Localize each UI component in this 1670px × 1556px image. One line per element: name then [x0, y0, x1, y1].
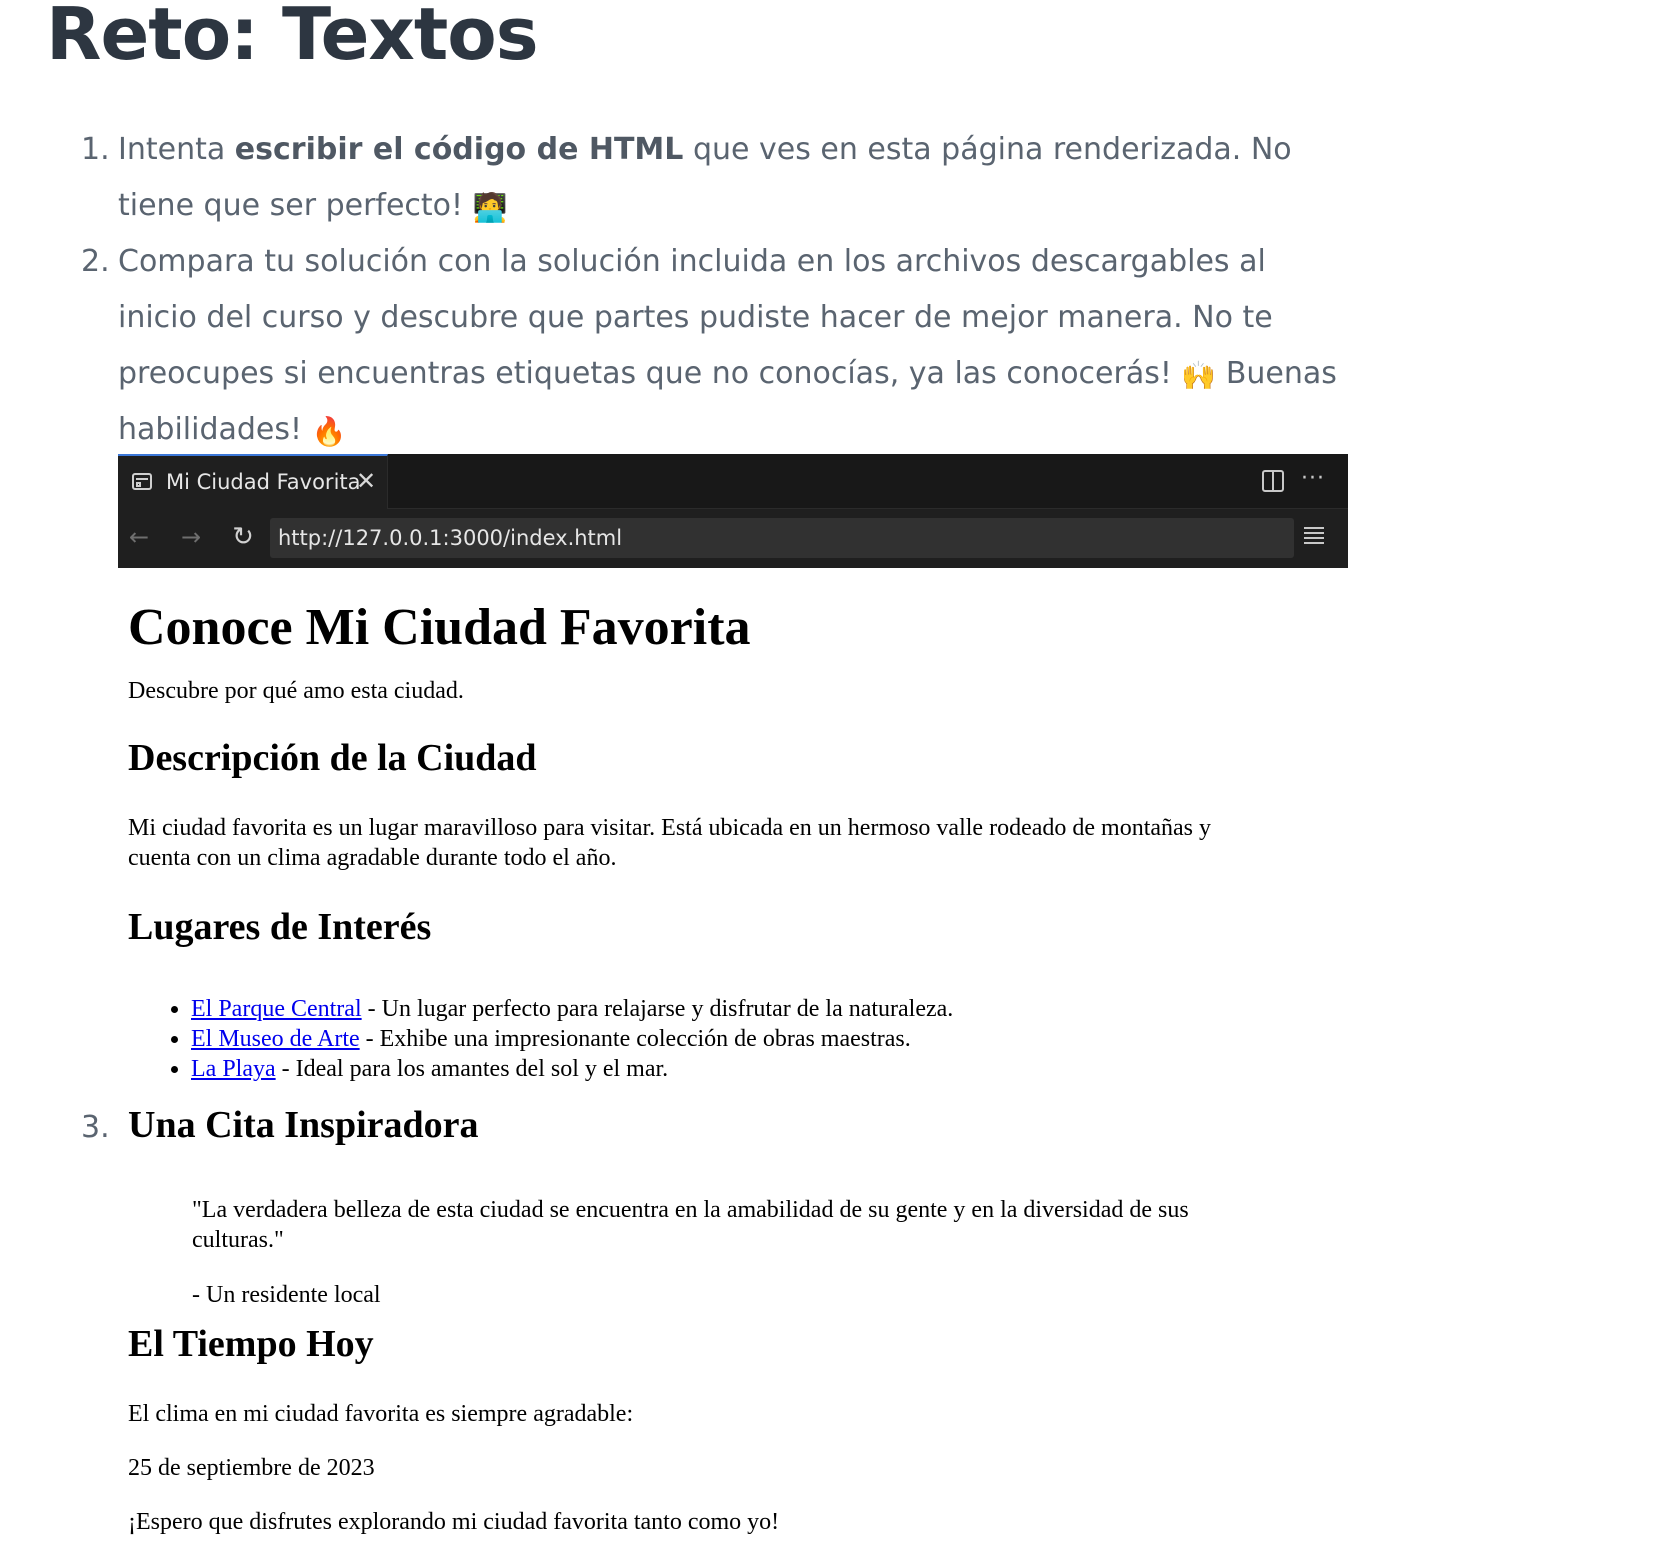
list-item — [191, 1054, 953, 1084]
quote-text: "La verdadera belleza de esta ciudad se encuentra en la amabilidad de su gente y en la diversidad de sus culturas." — [192, 1197, 1189, 1253]
tab-strip — [118, 454, 1348, 509]
navigation-bar — [118, 509, 1348, 568]
step-number: 3. — [81, 1110, 110, 1145]
close-icon[interactable]: ✕ — [355, 467, 377, 495]
closing-text: ¡Espero que disfrutes explorando mi ciudad favorita tanto como yo! — [128, 1509, 780, 1535]
rendered-subtitle: Descubre por qué amo esta ciudad. — [128, 678, 464, 704]
step-bold-text: escribir el código de HTML — [234, 132, 684, 167]
weather-heading: El Tiempo Hoy — [128, 1323, 374, 1365]
split-editor-icon[interactable] — [1262, 470, 1284, 492]
browser-window — [118, 454, 1348, 568]
places-heading: Lugares de Interés — [128, 906, 432, 948]
reload-icon[interactable]: ↻ — [232, 522, 254, 552]
list-item — [191, 1024, 953, 1054]
step-2 — [0, 234, 1348, 458]
quote-heading: Una Cita Inspiradora — [128, 1104, 479, 1146]
place-description: - Exhibe una impresionante colección de obras maestras. — [359, 1026, 911, 1052]
description-heading: Descripción de la Ciudad — [128, 737, 537, 779]
weather-date: 25 de septiembre de 2023 — [128, 1455, 375, 1481]
raised-hands-emoji-icon: 🙌 — [1181, 359, 1217, 392]
step-text: Compara tu solución con la solución incluida en los archivos descargables al inicio del curso y descubre que partes pudiste hacer de mejor manera. No te preocupes si encuentras etiquetas que no conocías, ya las conocerás! 🙌 Buenas habilidades! 🔥 — [118, 244, 1337, 448]
url-input[interactable]: http://127.0.0.1:3000/index.html — [270, 518, 1294, 558]
arrow-left-icon[interactable]: ← — [128, 523, 150, 551]
step-text: Intenta escribir el código de HTML que ves en esta página renderizada. No tiene que ser perfecto! 🧑‍💻 — [118, 132, 1292, 224]
place-link[interactable]: El Parque Central — [191, 996, 362, 1022]
quote-author: - Un residente local — [192, 1282, 381, 1308]
page-title: Reto: Textos — [46, 0, 538, 76]
page-icon — [132, 473, 152, 490]
description-text: Mi ciudad favorita es un lugar maravilloso para visitar. Está ubicada en un hermoso valle rodeado de montañas y cuenta con un clima agradable durante todo el año. — [128, 815, 1211, 871]
place-description: - Un lugar perfecto para relajarse y disfrutar de la naturaleza. — [361, 996, 954, 1022]
place-link[interactable]: La Playa — [191, 1056, 276, 1082]
step-number: 2. — [81, 244, 110, 279]
technologist-emoji-icon: 🧑‍💻 — [472, 191, 508, 224]
more-actions-icon[interactable]: ··· — [1301, 466, 1325, 491]
weather-text: El clima en mi ciudad favorita es siempre agradable: — [128, 1401, 634, 1427]
list-item — [191, 994, 953, 1024]
fire-emoji-icon: 🔥 — [311, 415, 347, 448]
browser-tab[interactable] — [118, 454, 388, 509]
quote-block — [192, 1195, 1192, 1310]
place-link[interactable]: El Museo de Arte — [191, 1026, 360, 1052]
menu-icon[interactable] — [1304, 527, 1324, 547]
place-description: - Ideal para los amantes del sol y el mar. — [275, 1056, 669, 1082]
tab-title: Mi Ciudad Favorita — [166, 470, 361, 494]
step-1 — [0, 122, 1348, 234]
places-list — [128, 994, 953, 1084]
step-number: 1. — [81, 132, 110, 167]
rendered-title: Conoce Mi Ciudad Favorita — [128, 599, 751, 656]
arrow-right-icon[interactable]: → — [180, 523, 202, 551]
